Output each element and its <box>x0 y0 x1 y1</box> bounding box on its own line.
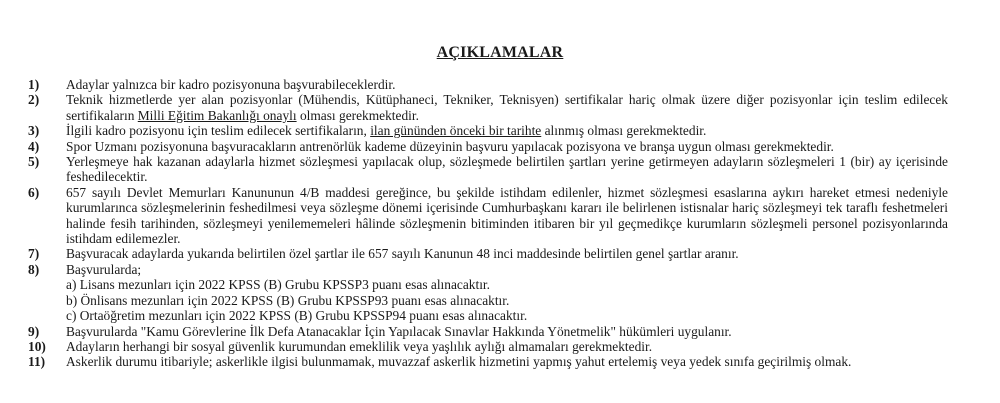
item-number: 10) <box>28 338 46 354</box>
explanations-list <box>28 77 948 370</box>
item-text: Adayların herhangi bir sosyal güvenlik kurumundan emeklilik veya yaşlılık aylığı almamaları gerekmektedir. <box>66 338 653 354</box>
list-item <box>28 92 948 123</box>
item-text: 657 sayılı Devlet Memurları Kanununun 4/B maddesi gereğince, bu şekilde istihdam edilenler, hizmet sözleşmesi esaslarına aykırı hareket etmesi nedeniyle kurumlarınca sözleşmelerinin feshedilmesi veya sözleşme dönemi içerisinde Cumhurbaşkanı kararı ile belirlenen istisnalar hariç sözleşmeyi tek taraflı feshetmeleri halinde fesih tarihinden, sözleşmeyi yenilememeleri hâlinde sözleşmenin bitiminden itibaren bir yıl geçmedikçe kurumların sözleşmeli personel pozisyonlarında istihdam edilemezler. <box>66 184 948 247</box>
list-item <box>28 246 948 261</box>
sub-item: c) Ortaöğretim mezunları için 2022 KPSS (B) Grubu KPSSP94 puanı esas alınacaktır. <box>66 308 528 324</box>
item-text <box>66 92 948 123</box>
item-number: 11) <box>28 354 46 370</box>
item-number: 3) <box>28 123 40 139</box>
sub-item: a) Lisans mezunları için 2022 KPSS (B) Grubu KPSSP3 puanı esas alınacaktır. <box>66 277 490 293</box>
sub-item: b) Önlisans mezunları için 2022 KPSS (B) Grubu KPSSP93 puanı esas alınacaktır. <box>66 292 510 308</box>
item-number: 1) <box>28 77 40 92</box>
item-text-part: İlgili kadro pozisyonu için teslim edilecek sertifikaların, <box>66 123 371 139</box>
item-text <box>66 123 948 138</box>
item-number: 7) <box>28 246 40 262</box>
item-number: 2) <box>28 92 40 108</box>
item-text: Başvuracak adaylarda yukarıda belirtilen özel şartlar ile 657 sayılı Kanunun 48 inci maddesinde belirtilen genel şartlar aranır. <box>66 246 739 262</box>
list-item <box>28 123 948 138</box>
item-text-part: olması gerekmektedir. <box>296 107 419 123</box>
item-text: Başvurularda "Kamu Görevlerine İlk Defa Atanacaklar İçin Yapılacak Sınavlar Hakkında Yönetmelik" hükümleri uygulanır. <box>66 323 732 339</box>
item-number: 5) <box>28 154 40 170</box>
underlined-text: ilan gününden önceki bir tarihte <box>370 123 542 139</box>
list-item <box>28 154 948 185</box>
list-item <box>28 339 948 354</box>
item-text: Yerleşmeye hak kazanan adaylarla hizmet sözleşmesi yapılacak olup, sözleşmede belirtilen şartları yerine getirmeyen adayların sözleşmeleri 1 (bir) ay içerisinde feshedilecektir. <box>66 154 948 185</box>
item-number: 6) <box>28 184 40 200</box>
item-heading: Başvurularda; <box>66 261 142 277</box>
list-item <box>28 139 948 154</box>
item-text: Askerlik durumu itibariyle; askerlikle ilgisi bulunmamak, muvazzaf askerlik hizmetini yapmış yahut ertelemiş veya yedek sınıfa geçirilmiş olmak. <box>66 354 852 370</box>
item-text-part: Teknik hizmetlerde yer alan pozisyonlar (Mühendis, Kütüphaneci, Tekniker, Teknisyen) sertifikalar hariç olmak üzere diğer pozisyonlar için teslim edilecek sertifikaların <box>66 92 948 123</box>
list-item <box>28 354 948 369</box>
list-item <box>28 185 948 247</box>
list-item <box>28 262 948 324</box>
item-text-part: alınmış olması gerekmektedir. <box>541 123 707 139</box>
item-text <box>66 262 948 324</box>
page-title: AÇIKLAMALAR <box>436 44 564 61</box>
item-number: 4) <box>28 138 40 154</box>
item-number: 8) <box>28 261 40 277</box>
list-item <box>28 77 948 92</box>
list-item <box>28 324 948 339</box>
item-text: Adaylar yalnızca bir kadro pozisyonuna başvurabileceklerdir. <box>66 77 396 92</box>
underlined-text: Milli Eğitim Bakanlığı onaylı <box>137 107 297 123</box>
item-number: 9) <box>28 323 40 339</box>
item-text: Spor Uzmanı pozisyonuna başvuracakların antrenörlük kademe düzeyinin başvuru yapılacak pozisyona ve branşa uygun olması gerekmektedir. <box>66 138 834 154</box>
